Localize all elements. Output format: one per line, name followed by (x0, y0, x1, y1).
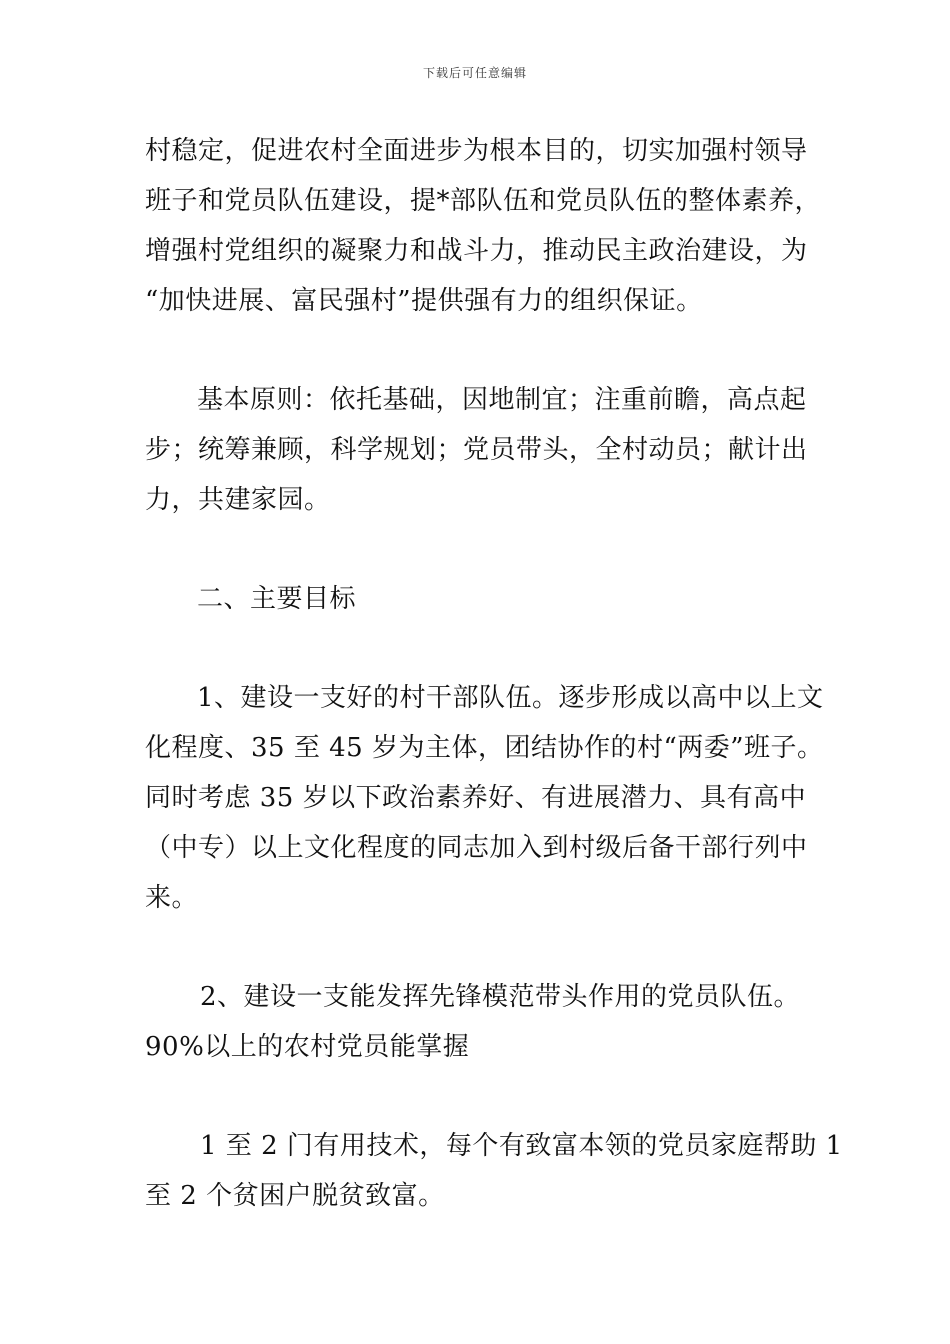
goal1-line-3: 同时考虑 35 岁以下政治素养好、有进展潜力、具有高中 (145, 783, 807, 813)
goal2-cont-line-2: 至 2 个贫困户脱贫致富。 (145, 1181, 445, 1211)
purpose-line-3: 增强村党组织的凝聚力和战斗力，推动民主政治建设，为 (145, 236, 808, 266)
purpose-line-1: 村稳定，促进农村全面进步为根本目的，切实加强村领导 (145, 136, 808, 166)
goal1-line-4: （中专）以上文化程度的同志加入到村级后备干部行列中 (145, 833, 808, 863)
purpose-line-4: “加快进展、富民强村”提供强有力的组织保证。 (145, 286, 703, 316)
goal2-line-2: 90%以上的农村党员能掌握 (145, 1032, 470, 1062)
principles-line-1: 基本原则：依托基础，因地制宜；注重前瞻，高点起 (197, 385, 807, 415)
page-header: 下载后可任意编辑 (422, 66, 527, 80)
goal1-line-2: 化程度、35 至 45 岁为主体，团结协作的村“两委”班子。 (145, 733, 824, 763)
purpose-line-2: 班子和党员队伍建设，提*部队伍和党员队伍的整体素养， (145, 186, 822, 216)
goal1-line-5: 来。 (145, 883, 199, 913)
goal2-cont-line-1: 1 至 2 门有用技术，每个有致富本领的党员家庭帮助 1 (200, 1131, 843, 1161)
section-title: 二、主要目标 (197, 584, 357, 614)
goal1-line-1: 1、建设一支好的村干部队伍。逐步形成以高中以上文 (197, 683, 824, 713)
principles-line-3: 力，共建家园。 (145, 485, 331, 515)
goal2-line-1: 2、建设一支能发挥先锋模范带头作用的党员队伍。 (200, 982, 801, 1012)
principles-line-2: 步；统筹兼顾，科学规划；党员带头，全村动员；献计出 (145, 435, 808, 465)
